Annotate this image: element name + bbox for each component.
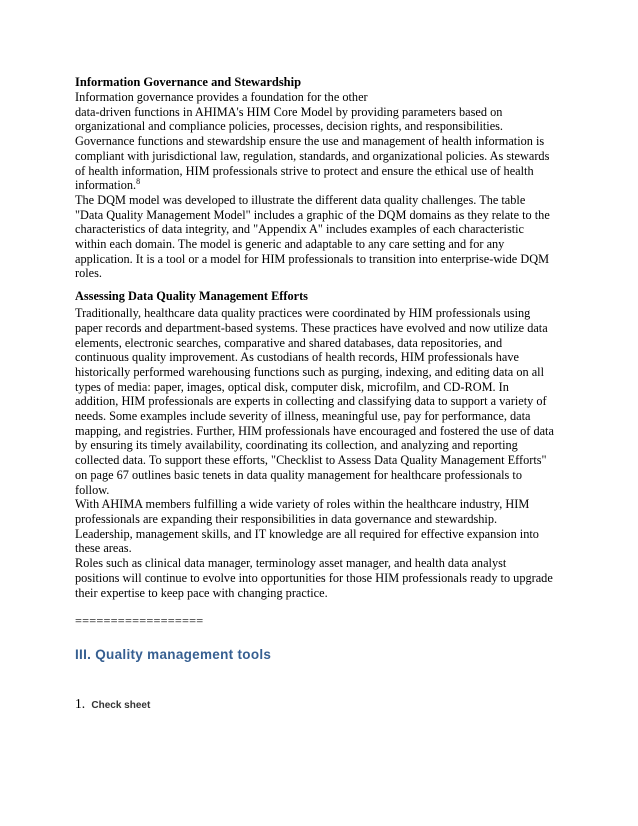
text-line: continuous quality improvement. As custodians of health records, HIM professionals have [75, 350, 519, 365]
text-line: paper records and department-based systems. These practices have evolved and now utilize data [75, 320, 548, 335]
section-heading-assessing: Assessing Data Quality Management Efforts [75, 289, 308, 304]
text-line: addition, HIM professionals are experts in collecting and classifying data to support a variety of [75, 394, 547, 409]
text-line: within each domain. The model is generic and adaptable to any care setting and for any [75, 237, 505, 252]
text-line: With AHIMA members fulfilling a wide variety of roles within the healthcare industry, HIM [75, 497, 530, 512]
text-line: positions will continue to evolve into opportunities for those HIM professionals ready to upgrade [75, 570, 553, 585]
text-line: Leadership, management skills, and IT knowledge are all required for effective expansion into [75, 526, 539, 541]
text-line: needs. Some examples include severity of illness, meaningful use, pay for performance, data [75, 409, 531, 424]
text-line: types of media: paper, images, optical disk, computer disk, microfilm, and CD-ROM. In [75, 379, 509, 394]
section-heading-governance: Information Governance and Stewardship [75, 75, 302, 89]
text-line: application. It is a tool or a model for HIM professionals to transition into enterprise-wide DQM [75, 251, 550, 266]
text-line: their expertise to keep pace with changing practice. [75, 585, 328, 600]
separator-line: ================== [75, 614, 204, 629]
text-line: professionals are expanding their responsibilities in data governance and stewardship. [75, 511, 498, 526]
paragraph-governance [75, 90, 565, 281]
text-line: these areas. [75, 541, 132, 556]
text-line: Governance functions and stewardship ensure the use and management of health information is [75, 134, 545, 149]
document-content [75, 74, 565, 712]
text-line: data-driven functions in AHIMA's HIM Core Model by providing parameters based on [75, 104, 503, 119]
text-line: organizational and compliance policies, processes, decision rights, and responsibilities. [75, 119, 504, 134]
text-line: compliant with jurisdictional law, regulation, standards, and organizational policies. As stewards [75, 148, 550, 163]
text-line: characteristics of data integrity, and "Appendix A" includes examples of each characteristic [75, 222, 525, 237]
text-line: mapping, and registries. Further, HIM professionals have encouraged and fostered the use of data [75, 423, 554, 438]
text-fragment: information. [75, 178, 137, 193]
footnote-marker: 8 [136, 177, 141, 187]
list-item-number: 1. [75, 696, 86, 712]
text-line: follow. [75, 482, 110, 497]
text-line: elements, electronic searches, comparative and shared databases, data repositories, and [75, 335, 503, 350]
text-line: on page 67 outlines basic tenets in data quality management for healthcare professionals to [75, 467, 522, 482]
text-line: Traditionally, healthcare data quality practices were coordinated by HIM professionals using [75, 306, 531, 321]
list-item-label: Check sheet [91, 700, 151, 712]
text-line [75, 178, 565, 193]
text-line: roles. [75, 266, 102, 281]
text-line: historically performed warehousing functions such as purging, indexing, and editing data on all [75, 364, 544, 379]
paragraph-assessing [75, 306, 565, 600]
text-line: collected data. To support these efforts, "Checklist to Assess Data Quality Management Efforts" [75, 453, 547, 468]
section-title-quality-tools: III. Quality management tools [75, 647, 272, 663]
text-line: "Data Quality Management Model" includes a graphic of the DQM domains as they relate to the [75, 207, 550, 222]
list-item-check-sheet [75, 696, 565, 712]
text-line: Roles such as clinical data manager, terminology asset manager, and health data analyst [75, 556, 507, 571]
text-line: by ensuring its timely availability, coordinating its collection, and analyzing and reporting [75, 438, 518, 453]
text-line: of health information, HIM professionals strive to protect and ensure the ethical use of health [75, 163, 534, 178]
text-line: The DQM model was developed to illustrate the different data quality challenges. The table [75, 192, 526, 207]
text-line: Information governance provides a foundation for the other [75, 90, 368, 104]
